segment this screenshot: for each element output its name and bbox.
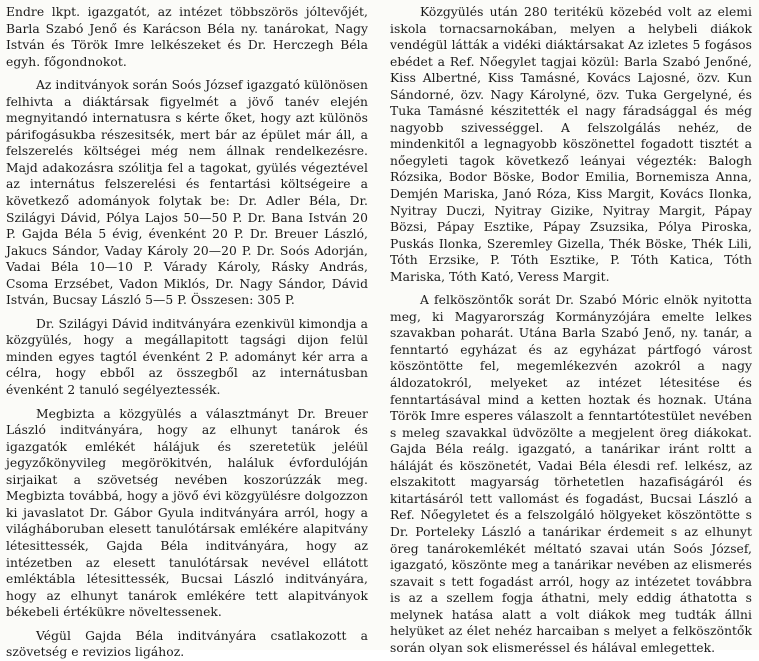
paragraph-internatus-donations: Az inditványok során Soós József igazgató különösen felhivta a diáktársak figyelmét a jövő tanév elején megnyitandó internatusra s kérte őket, hogy azt különös párifogásukba részesitsék, mert bár az épület már áll, a felszerelés költségei még nem állnak rendelkezésre. Majd adakozásra szólitja fel a tagokat, gyülés végeztével az internátus felszerelési és fentartási költségeire a következő adományok folytak be: Dr. Adler Béla, Dr. Szilágyi Dávid, Pólya Lajos 50—50 P. Dr. Bana István 20 P. Gajda Béla 5 évig, évenként 20 P. Dr. Breuer László, Jakucs Sándor, Vaday Károly 20—20 P. Dr. Soós Adorján, Vadai Béla 10—10 P. Várady Károly, Rásky András, Csoma Erzsébet, Vadon Miklós, Dr. Nagy Sándor, Dávid István, Bucsay László 5—5 P. Összesen: 305 P. bbox=[6, 78, 368, 308]
left-column bbox=[6, 4, 368, 661]
paragraph-toasts: A felköszöntők sorát Dr. Szabó Móric elnök nyitotta meg, ki Magyarország Kormányzójára emelte lelkes szavakban poharát. Utána Barla Szabó Jenő, ny. tanár, a fenntartó egyházat és az egyházat pártfogó várost köszöntötte fel, megemlékezvén azokról a nagy áldozatokról, melyeket az intézet létesitése és fenntartásával mind a ketten hoztak és hoznak. Utána Török Imre esperes válaszolt a fenntartótestület nevében s meleg szavakkal üdvözölte a megjelent öreg diákokat. Gajda Béla reálg. igazgató, a tanárikar iránt roltt a háláját és köszönetét, Vadai Béla élesdi ref. lelkész, az elszakitott magyarság törhetetlen hazafiságáról és kitartásáról tett vallomást és fogadást, Bucsai László a Ref. Nőegyletet és a felszolgáló hölgyeket köszöntötte s Dr. Porteleky László a tanárikar érdemeit s az elhunyt öreg tanárokemlékét méltató szavai után Soós József, igazgató, köszönte meg a tanárikar nevében az elismerés szavait s tett fogadást arról, hogy az intézetet továbbra is az a szellem fogja áthatni, mely eddig áthatotta s melynek hatása alatt a volt diákok meg tudták állni helyüket az élet nehéz harcaiban s melyet a felköszöntők során olyan sok elismeréssel és hálával emlegettek. bbox=[390, 293, 752, 655]
paragraph-banquet: Közgyülés után 280 teritékü közebéd volt az elemi iskola tornacsarnokában, melyen a helybeli diákok vendégül látták a vidéki diáktársakat Az izletes 5 fogásos ebédet a Ref. Nőegylet tagjai közül: Barla Szabó Jenőné, Kiss Albertné, Kiss Tamásné, Kovács Lajosné, özv. Kun Sándorné, özv. Nagy Károlyné, özv. Tuka Gergelyné, és Tuka Tamásné készitették el nagy fáradsággal és még nagyobb szivességgel. A felszolgálás nehéz, de mindenkitől a legnagyobb köszönettel fogadott tisztét a nőegyleti tagok következő leányai végezték: Balogh Rózsika, Bodor Böske, Bodor Emilia, Bornemisza Anna, Demjén Mariska, Janó Róza, Kiss Margit, Kovács Ilonka, Nyitray Duczi, Nyitray Gizike, Nyitray Margit, Pápay Bözsi, Pápay Esztike, Pápay Zsuzsika, Pólya Piroska, Puskás Ilonka, Szeremley Gizella, Thék Böske, Thék Lili, Tóth Erzsike, P. Tóth Esztike, P. Tóth Katica, Tóth Mariska, Tóth Kató, Veress Margit. bbox=[390, 5, 752, 284]
paragraph-gap bbox=[6, 399, 368, 406]
paragraph-gap bbox=[6, 70, 368, 77]
paragraph-gap bbox=[390, 285, 752, 292]
paragraph-commemoration: Megbizta a közgyülés a választmányt Dr. Breuer László inditványára, hogy az elhunyt tanárok és igazgatók emlékét hálájuk és szeretetük jeléül jegyzőkönyvileg megörökitvén, haláluk évfordulóján sirjaikat a szövetség nevében koszorúzzák meg. Megbizta továbbá, hogy a jövő évi közgyülésre dolgozzon ki javaslatot Dr. Gábor Gyula inditványára arról, hogy a világháboruban elesett tanulótársak emlékére alapitvány létesittessék, Gajda Béla inditványára, hogy az intézetben az elesett tanulótársak nevével ellátott emléktábla létesittessék, Bucsai László inditványára, hogy az elhunyt tanárok emlékére tett alapitványok békebeli értékükre növeltessenek. bbox=[6, 406, 368, 620]
paragraph-continuation: Endre lkpt. igazgatót, az intézet többszörös jóltevőjét, Barla Szabó Jenő és Karácson Béla ny. tanárokat, Nagy István és Török Imre lelkészeket és Dr. Herczegh Béla egyh. főgondnokot. bbox=[6, 5, 368, 69]
paragraph-revision-league: Végül Gajda Béla inditványára csatlakozott a szövetség e revizios ligához. bbox=[6, 628, 368, 660]
paragraph-gap bbox=[6, 621, 368, 628]
paragraph-membership-fee: Dr. Szilágyi Dávid inditványára ezenkivül kimondja a közgyülés, hogy a megállapitott tagsági dijon felül minden egyes tagtól évenként 2 P. adományt kér arra a célra, hogy ebből az összegből az internátusban évenként 2 tanuló segélyeztessék. bbox=[6, 316, 368, 398]
right-column bbox=[390, 4, 752, 656]
paragraph-gap bbox=[6, 309, 368, 316]
